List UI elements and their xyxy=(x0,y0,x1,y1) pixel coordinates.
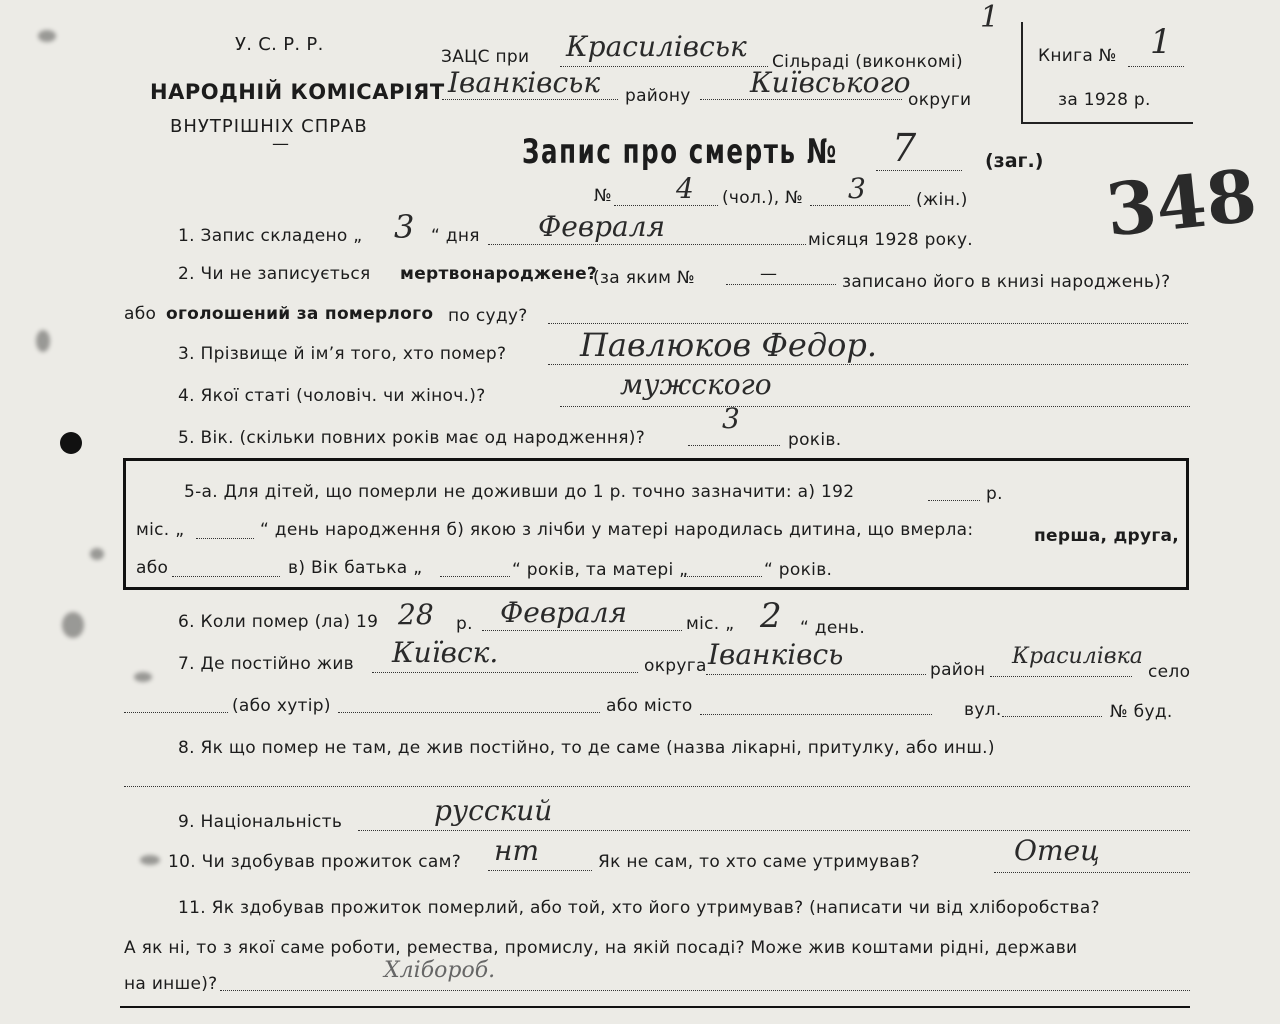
header-vnutr: ВНУТРІШНІХ СПРАВ xyxy=(170,116,368,137)
record-number: 7 xyxy=(892,126,917,170)
scan-shadow xyxy=(38,30,56,42)
male-no-label: № xyxy=(594,186,612,206)
item7-selo-line xyxy=(990,676,1132,677)
item2-a: 2. Чи не записується xyxy=(178,264,371,284)
item11-line xyxy=(220,990,1190,991)
item5-value: 3 xyxy=(722,402,740,435)
item7-misto-line xyxy=(700,714,932,715)
item5a-line3b: в) Вік батька „ xyxy=(288,558,423,578)
rayon-label: району xyxy=(625,86,691,106)
record-number-line xyxy=(876,170,962,171)
silradi-label: Сільраді (виконкомі) xyxy=(772,52,963,72)
corner-mark: 1 xyxy=(980,0,1000,35)
okrug-line xyxy=(700,99,902,100)
item2-line xyxy=(548,323,1188,324)
item1-mid: “ дня xyxy=(431,226,480,246)
item6-month: Февраля xyxy=(500,596,628,629)
item7-bud: № буд. xyxy=(1110,702,1173,722)
item5-label: 5. Вік. (скільки повних років має од народження)? xyxy=(178,428,646,448)
item10-line xyxy=(488,870,592,871)
scan-shadow xyxy=(134,672,152,682)
binding-hole xyxy=(60,432,82,454)
item2-b: мертвонароджене? xyxy=(400,264,598,284)
item6-den: “ день. xyxy=(800,618,866,638)
item6-year: 28 xyxy=(398,598,434,631)
item5a-line1-r: р. xyxy=(986,484,1003,504)
item1-month: Февраля xyxy=(538,210,666,243)
female-suffix: (жін.) xyxy=(916,190,968,210)
header-dash: — xyxy=(272,134,290,154)
item7-khutir-line xyxy=(124,712,228,713)
item9-label: 9. Національність xyxy=(178,812,343,832)
scan-shadow xyxy=(90,548,104,560)
record-suffix: (заг.) xyxy=(985,150,1044,172)
item7-khutir-line2 xyxy=(338,712,600,713)
okrug-label: округи xyxy=(908,90,972,110)
book-line xyxy=(1128,66,1184,67)
book-label: Книга № xyxy=(1038,46,1117,66)
item7-selo: село xyxy=(1148,662,1191,682)
item1-day: 3 xyxy=(394,208,415,246)
item7-vul-line xyxy=(1002,716,1102,717)
item7-khutir: (або хутір) xyxy=(232,696,331,716)
item5a-line2c: перша, друга, xyxy=(1034,526,1180,546)
book-year: за 1928 р. xyxy=(1058,90,1151,110)
item11-b: А як ні, то з якої саме роботи, ремества, промислу, на якій посаді? Може жив коштами рідні, держави xyxy=(124,938,1078,958)
item5a-line3c: “ років, та матері „ xyxy=(512,560,689,580)
item3-value: Павлюков Федор. xyxy=(580,326,878,364)
item10-line2 xyxy=(994,872,1190,873)
item5a-line3: або xyxy=(136,558,169,578)
item8-label: 8. Як що помер не там, де жив постійно, то де саме (назва лікарні, притулку, або инш.) xyxy=(178,738,995,758)
header-ussr: У. С. Р. Р. xyxy=(235,34,324,55)
item3-label: 3. Прізвище й ім’я того, хто помер? xyxy=(178,344,507,364)
header-narkom: НАРОДНІЙ КОМІСАРІЯТ xyxy=(150,80,445,104)
scan-shadow xyxy=(36,330,50,352)
item5-line xyxy=(688,445,780,446)
item10-b: Як не сам, то хто саме утримував? xyxy=(598,852,920,872)
item10-value: нт xyxy=(494,834,539,867)
rayon-value: Іванківськ xyxy=(448,66,601,99)
item11-a: 11. Як здобував прожиток померлий, або той, хто його утримував? (написати чи від хліборобства? xyxy=(178,898,1100,918)
item4-value: мужского xyxy=(620,368,772,401)
item2-c: (за яким № xyxy=(593,268,695,288)
item2-e: або xyxy=(124,304,157,324)
item5a-line2b: “ день народження б) якою з лічби у матері народилась дитина, що вмерла: xyxy=(260,520,974,540)
item5a-year-line xyxy=(928,500,980,501)
item1-prefix: 1. Запис складено „ xyxy=(178,226,363,246)
item5a-father-line xyxy=(440,576,510,577)
item9-value: русский xyxy=(434,794,553,827)
item6-label: 6. Коли помер (ла) 19 xyxy=(178,612,379,632)
item7-okruga: округа xyxy=(644,656,707,676)
bottom-rule xyxy=(120,1006,1190,1008)
item3-line xyxy=(548,364,1188,365)
male-suffix: (чол.), № xyxy=(722,188,804,208)
item2-no-line xyxy=(726,284,836,285)
item7-okrug-value: Київск. xyxy=(392,636,499,669)
female-no: 3 xyxy=(848,172,866,205)
zags-label: ЗАЦС при xyxy=(441,47,530,67)
item7-selo-value: Красилівка xyxy=(1012,644,1143,669)
item5a-mother-line xyxy=(684,576,762,577)
item7-label: 7. Де постійно жив xyxy=(178,654,355,674)
zags-value: Красилівськ xyxy=(566,30,747,63)
book-number: 1 xyxy=(1150,22,1172,62)
item2-dash: — xyxy=(760,264,778,284)
item11-value: Хлібороб. xyxy=(384,958,496,983)
male-no-line xyxy=(614,205,718,206)
item10-value2: Отец xyxy=(1014,834,1100,867)
okrug-value: Київського xyxy=(750,66,911,99)
rayon-line xyxy=(442,99,618,100)
male-no: 4 xyxy=(676,172,694,205)
item2-g: по суду? xyxy=(448,306,528,326)
item7-vul: вул. xyxy=(964,700,1002,720)
item9-line xyxy=(358,830,1190,831)
record-title: Запис про смерть № xyxy=(522,132,838,172)
item5a-line3d: “ років. xyxy=(764,560,833,580)
item6-mis: міс. „ xyxy=(686,614,735,634)
item2-f: оголошений за померлого xyxy=(166,304,434,324)
item5a-line1: 5-а. Для дітей, що померли не доживши до 1 р. точно зазначити: а) 192 xyxy=(184,482,855,502)
big-number: 348 xyxy=(1101,152,1261,253)
item1-month-line xyxy=(488,244,806,245)
female-no-line xyxy=(810,205,910,206)
item8-line xyxy=(124,786,1190,787)
item4-line xyxy=(560,406,1190,407)
item4-label: 4. Якої статі (чоловіч. чи жіноч.)? xyxy=(178,386,486,406)
item7-okrug-line xyxy=(372,672,638,673)
item7-misto: або місто xyxy=(606,696,693,716)
item6-r: р. xyxy=(456,614,473,634)
item7-rayon-value: Іванківсь xyxy=(708,638,844,671)
scan-shadow xyxy=(140,855,160,865)
item6-month-line xyxy=(482,630,682,631)
scan-shadow xyxy=(62,612,84,638)
item7-rayon-line xyxy=(706,674,926,675)
item5a-day-line xyxy=(196,538,254,539)
item7-rayon: район xyxy=(930,660,986,680)
item2-d: записано його в книзі народжень)? xyxy=(842,272,1171,292)
item5a-or-line xyxy=(172,576,280,577)
item1-suffix: місяця 1928 року. xyxy=(808,230,974,250)
item5-suffix: років. xyxy=(788,430,842,450)
item10-label: 10. Чи здобував прожиток сам? xyxy=(168,852,462,872)
item5a-line2: міс. „ xyxy=(136,520,185,540)
item11-c: на инше)? xyxy=(124,974,218,994)
item6-day: 2 xyxy=(760,596,782,636)
